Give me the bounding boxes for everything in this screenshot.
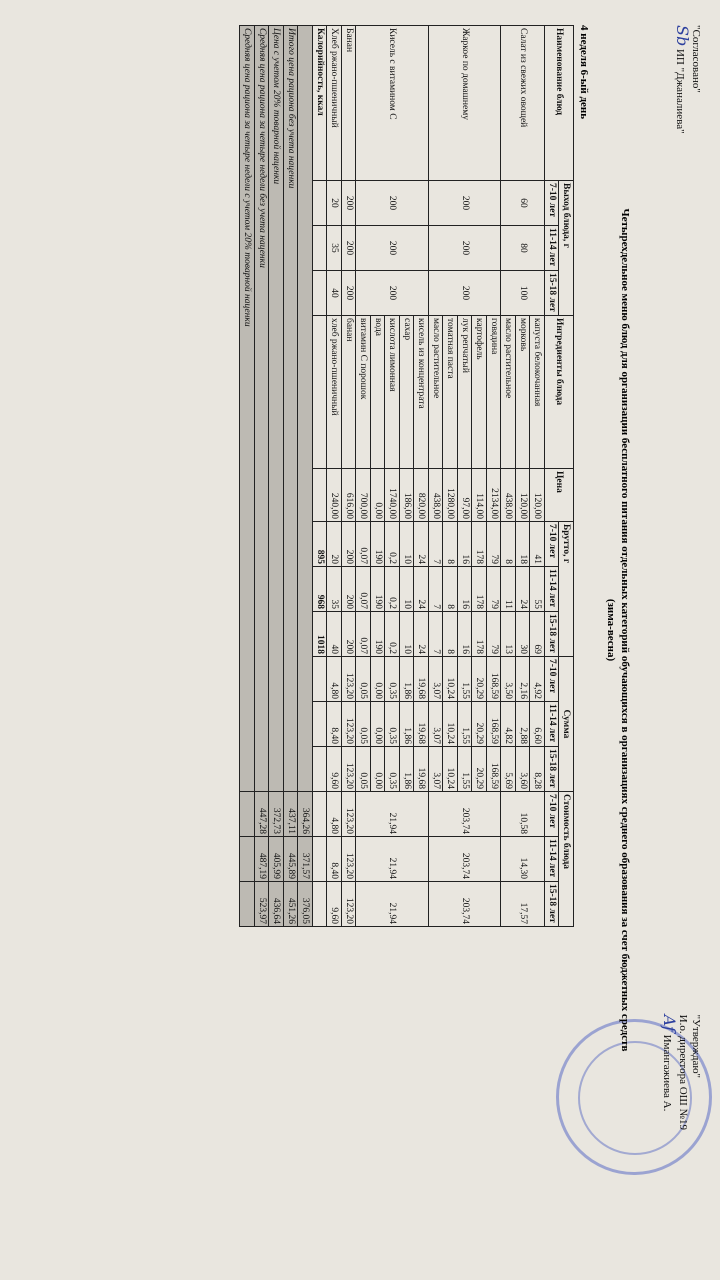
totals-row bbox=[298, 26, 313, 927]
totals-value bbox=[240, 882, 255, 927]
gross-weight: 7 bbox=[429, 522, 444, 567]
approval-left-line2: ИП "Джаналиева" bbox=[674, 48, 686, 134]
ingredient-sum: 8,40 bbox=[327, 702, 342, 747]
age-header: 15-18 лет bbox=[545, 747, 560, 792]
ingredient-sum: 19,68 bbox=[414, 657, 429, 702]
gross-weight: 40 bbox=[327, 612, 342, 657]
col-dish: Наименование блюд bbox=[545, 26, 574, 181]
dish-name: Банан bbox=[342, 26, 357, 181]
ingredient-sum: 19,68 bbox=[414, 747, 429, 792]
gross-weight: 190 bbox=[371, 612, 386, 657]
ingredient-sum: 123,20 bbox=[342, 702, 357, 747]
totals-value: 376,05 bbox=[298, 882, 313, 927]
age-header: 11-14 лет bbox=[545, 702, 560, 747]
ingredient-name: масло растительное bbox=[501, 316, 516, 469]
totals-label: Итого цена рациона без учета наценки bbox=[284, 26, 299, 792]
dish-cost: 123,20 bbox=[342, 792, 357, 837]
gross-weight: 11 bbox=[501, 567, 516, 612]
dish-cost: 14,30 bbox=[501, 837, 545, 882]
ingredient-sum: 123,20 bbox=[342, 657, 357, 702]
ingredient-name: морковь bbox=[516, 316, 531, 469]
totals-label: Средняя цена рациона за четыре недели без учета наценки bbox=[255, 26, 270, 792]
dish-cost: 21,94 bbox=[356, 837, 429, 882]
ingredient-sum: 3,07 bbox=[429, 702, 444, 747]
dish-output: 200 bbox=[342, 271, 357, 316]
gross-weight: 200 bbox=[342, 612, 357, 657]
dish-cost: 21,94 bbox=[356, 792, 429, 837]
ingredient-sum: 2,88 bbox=[516, 702, 531, 747]
dish-output: 60 bbox=[501, 181, 545, 226]
ingredient-name: лук репчатый bbox=[458, 316, 473, 469]
table-row bbox=[530, 26, 545, 927]
ingredient-sum: 10,24 bbox=[443, 702, 458, 747]
dish-name: Хлеб ржано-пшеничный bbox=[327, 26, 342, 181]
gross-weight: 8 bbox=[443, 522, 458, 567]
dish-cost: 203,74 bbox=[429, 882, 502, 927]
ingredient-sum: 8,28 bbox=[530, 747, 545, 792]
ingredient-sum: 123,20 bbox=[342, 747, 357, 792]
table-row bbox=[414, 26, 429, 927]
gross-weight: 16 bbox=[458, 522, 473, 567]
menu-table-body bbox=[240, 26, 545, 927]
ingredient-price: 1280,00 bbox=[443, 469, 458, 522]
dish-output: 200 bbox=[342, 226, 357, 271]
empty-cell bbox=[313, 702, 328, 747]
ingredient-name: капуста белокочанная bbox=[530, 316, 545, 469]
age-header: 7-10 лет bbox=[545, 181, 560, 226]
ingredient-sum: 1,86 bbox=[400, 747, 415, 792]
empty-cell bbox=[313, 226, 328, 271]
col-gross: Брутто, г bbox=[559, 522, 574, 657]
ingredient-sum: 3,07 bbox=[429, 747, 444, 792]
dish-output: 80 bbox=[501, 226, 545, 271]
document-content bbox=[12, 20, 702, 1200]
totals-value: 371,57 bbox=[298, 837, 313, 882]
ingredient-price: 240,00 bbox=[327, 469, 342, 522]
totals-value: 445,89 bbox=[284, 837, 299, 882]
dish-output: 200 bbox=[429, 181, 502, 226]
totals-value: 372,73 bbox=[269, 792, 284, 837]
empty-cell bbox=[313, 792, 328, 837]
gross-weight: 0,2 bbox=[385, 612, 400, 657]
gross-weight: 18 bbox=[516, 522, 531, 567]
dish-output: 40 bbox=[327, 271, 342, 316]
gross-weight: 24 bbox=[516, 567, 531, 612]
gross-weight: 69 bbox=[530, 612, 545, 657]
ingredient-sum: 0,05 bbox=[356, 657, 371, 702]
document-title bbox=[604, 180, 632, 1080]
ingredient-sum: 0,35 bbox=[385, 702, 400, 747]
ingredient-price: 1740,00 bbox=[385, 469, 400, 522]
empty-cell bbox=[313, 837, 328, 882]
gross-weight: 200 bbox=[342, 567, 357, 612]
gross-weight: 200 bbox=[342, 522, 357, 567]
dish-name: Кисель с витамином С bbox=[356, 26, 429, 181]
gross-weight: 0,07 bbox=[356, 567, 371, 612]
ingredient-name: картофель bbox=[472, 316, 487, 469]
gross-weight: 178 bbox=[472, 612, 487, 657]
totals-value: 364,26 bbox=[298, 792, 313, 837]
ingredient-price: 616,00 bbox=[342, 469, 357, 522]
age-header: 11-14 лет bbox=[545, 226, 560, 271]
dish-cost: 17,57 bbox=[501, 882, 545, 927]
gross-weight: 178 bbox=[472, 567, 487, 612]
age-header: 11-14 лет bbox=[545, 837, 560, 882]
week-label: 4 неделя 6-ый день bbox=[578, 25, 590, 120]
dish-cost: 9,60 bbox=[327, 882, 342, 927]
empty-cell bbox=[313, 181, 328, 226]
ingredient-sum: 3,50 bbox=[501, 657, 516, 702]
ingredient-sum: 4,82 bbox=[501, 702, 516, 747]
gross-weight: 0,07 bbox=[356, 612, 371, 657]
ingredient-price: 120,00 bbox=[530, 469, 545, 522]
dish-output: 35 bbox=[327, 226, 342, 271]
ingredient-sum: 0,00 bbox=[371, 657, 386, 702]
gross-weight: 8 bbox=[501, 522, 516, 567]
title-text: Четырехдельное меню блюд для организации бесплатного питания отдельных категорий обучающихся в организациях среднего образования за счет бюджетных средств bbox=[619, 208, 631, 1052]
header-row bbox=[559, 26, 574, 927]
ingredient-price: 2134,00 bbox=[487, 469, 502, 522]
age-header: 7-10 лет bbox=[545, 522, 560, 567]
empty-cell bbox=[313, 469, 328, 522]
gross-weight: 178 bbox=[472, 522, 487, 567]
approval-left-line2-row bbox=[673, 25, 692, 134]
totals-value: 436,64 bbox=[269, 882, 284, 927]
totals-value: 523,97 bbox=[255, 882, 270, 927]
ingredient-name: говядина bbox=[487, 316, 502, 469]
ingredient-price: 700,00 bbox=[356, 469, 371, 522]
dish-output: 200 bbox=[356, 181, 429, 226]
ingredient-sum: 1,55 bbox=[458, 657, 473, 702]
ingredient-sum: 10,24 bbox=[443, 657, 458, 702]
age-header: 7-10 лет bbox=[545, 657, 560, 702]
totals-value: 447,28 bbox=[255, 792, 270, 837]
dish-output: 200 bbox=[429, 226, 502, 271]
dish-name: Салат из свежих овощей bbox=[501, 26, 545, 181]
dish-output: 100 bbox=[501, 271, 545, 316]
age-header: 15-18 лет bbox=[545, 882, 560, 927]
ingredient-price: 438,00 bbox=[429, 469, 444, 522]
ingredient-name: масло растительное bbox=[429, 316, 444, 469]
gross-weight: 10 bbox=[400, 522, 415, 567]
ingredient-sum: 168,59 bbox=[487, 657, 502, 702]
approval-right-line3-row bbox=[660, 1014, 679, 1130]
gross-weight: 24 bbox=[414, 612, 429, 657]
age-header: 15-18 лет bbox=[545, 612, 560, 657]
gross-weight: 8 bbox=[443, 612, 458, 657]
ingredient-sum: 168,59 bbox=[487, 702, 502, 747]
age-header: 7-10 лет bbox=[545, 792, 560, 837]
table-row bbox=[342, 26, 357, 927]
col-ingredients: Ингредиенты блюда bbox=[545, 316, 574, 469]
totals-label: Средняя цена рациона за четыре недели с учетом 20% товарной наценки bbox=[240, 26, 255, 792]
gross-weight: 8 bbox=[443, 567, 458, 612]
ingredient-sum: 0,35 bbox=[385, 657, 400, 702]
dish-cost: 203,74 bbox=[429, 837, 502, 882]
totals-value: 451,26 bbox=[284, 882, 299, 927]
gross-weight: 55 bbox=[530, 567, 545, 612]
col-output: Выход блюда, г bbox=[559, 181, 574, 316]
ingredient-name: кислота лимонная bbox=[385, 316, 400, 469]
gross-weight: 13 bbox=[501, 612, 516, 657]
ingredient-sum: 6,60 bbox=[530, 702, 545, 747]
ingredient-sum: 0,35 bbox=[385, 747, 400, 792]
totals-value: 405,99 bbox=[269, 837, 284, 882]
ingredient-name: кисель из концентрата bbox=[414, 316, 429, 469]
totals-row bbox=[255, 26, 270, 927]
dish-cost: 10,58 bbox=[501, 792, 545, 837]
empty-cell bbox=[313, 271, 328, 316]
col-cost: Стоимость блюда bbox=[559, 792, 574, 927]
dish-cost: 123,20 bbox=[342, 882, 357, 927]
ingredient-sum: 1,55 bbox=[458, 702, 473, 747]
approval-left bbox=[673, 25, 702, 134]
ingredient-sum: 3,07 bbox=[429, 657, 444, 702]
dish-output: 200 bbox=[356, 271, 429, 316]
calories-label: Калорийность, ккал bbox=[313, 26, 328, 181]
age-header: 11-14 лет bbox=[545, 567, 560, 612]
gross-weight: 24 bbox=[414, 567, 429, 612]
dish-cost: 21,94 bbox=[356, 882, 429, 927]
col-price: Цена bbox=[545, 469, 574, 522]
totals-row bbox=[284, 26, 299, 927]
gross-weight: 0,2 bbox=[385, 567, 400, 612]
gross-weight: 0,07 bbox=[356, 522, 371, 567]
approval-right-line2: И.о. директора ОШ №19 bbox=[677, 1014, 689, 1130]
ingredient-name: банан bbox=[342, 316, 357, 469]
ingredient-name: сахар bbox=[400, 316, 415, 469]
dish-output: 20 bbox=[327, 181, 342, 226]
calories-row bbox=[313, 26, 328, 927]
subtitle-text: (зима-весна) bbox=[605, 598, 617, 662]
gross-weight: 10 bbox=[400, 567, 415, 612]
ingredient-sum: 10,24 bbox=[443, 747, 458, 792]
gross-weight: 190 bbox=[371, 522, 386, 567]
totals-value: 487,19 bbox=[255, 837, 270, 882]
ingredient-price: 120,00 bbox=[516, 469, 531, 522]
approval-right-line1: "Утверждаю" bbox=[690, 1014, 702, 1079]
dish-cost: 123,20 bbox=[342, 837, 357, 882]
calories-value: 968 bbox=[313, 567, 328, 612]
ingredient-sum: 0,00 bbox=[371, 747, 386, 792]
calories-value: 1018 bbox=[313, 612, 328, 657]
ingredient-sum: 20,29 bbox=[472, 657, 487, 702]
totals-value: 437,11 bbox=[284, 792, 299, 837]
gross-weight: 79 bbox=[487, 567, 502, 612]
gross-weight: 16 bbox=[458, 612, 473, 657]
col-sum: Сумма bbox=[559, 657, 574, 792]
age-header: 15-18 лет bbox=[545, 271, 560, 316]
ingredient-name: вода bbox=[371, 316, 386, 469]
empty-cell bbox=[313, 882, 328, 927]
empty-cell bbox=[313, 747, 328, 792]
dish-output: 200 bbox=[342, 181, 357, 226]
gross-weight: 16 bbox=[458, 567, 473, 612]
totals-row bbox=[269, 26, 284, 927]
gross-weight: 30 bbox=[516, 612, 531, 657]
menu-table bbox=[240, 25, 575, 927]
ingredient-sum: 2,16 bbox=[516, 657, 531, 702]
ingredient-price: 186,00 bbox=[400, 469, 415, 522]
dish-name: Жаркое по домашнему bbox=[429, 26, 502, 181]
ingredient-name: хлеб ржано-пшеничный bbox=[327, 316, 342, 469]
ingredient-sum: 0,05 bbox=[356, 747, 371, 792]
ingredient-name: витамин С порошок bbox=[356, 316, 371, 469]
totals-label: Цена с учетом 20% товарной наценки bbox=[269, 26, 284, 792]
ingredient-price: 438,00 bbox=[501, 469, 516, 522]
ingredient-sum: 5,69 bbox=[501, 747, 516, 792]
approval-right bbox=[660, 1015, 702, 1130]
calories-value: 895 bbox=[313, 522, 328, 567]
ingredient-sum: 20,29 bbox=[472, 702, 487, 747]
ingredient-sum: 4,80 bbox=[327, 657, 342, 702]
gross-weight: 190 bbox=[371, 567, 386, 612]
dish-cost: 203,74 bbox=[429, 792, 502, 837]
totals-row bbox=[240, 26, 255, 927]
approval-right-line3: Имангажиева А. bbox=[661, 1034, 673, 1112]
gross-weight: 79 bbox=[487, 522, 502, 567]
totals-value bbox=[240, 837, 255, 882]
dish-output: 200 bbox=[429, 271, 502, 316]
dish-output: 200 bbox=[356, 226, 429, 271]
gross-weight: 20 bbox=[327, 522, 342, 567]
dish-cost: 8,40 bbox=[327, 837, 342, 882]
ingredient-sum: 1,86 bbox=[400, 702, 415, 747]
ingredient-sum: 1,55 bbox=[458, 747, 473, 792]
dish-cost: 4,80 bbox=[327, 792, 342, 837]
ingredient-sum: 9,60 bbox=[327, 747, 342, 792]
ingredient-sum: 3,60 bbox=[516, 747, 531, 792]
gross-weight: 35 bbox=[327, 567, 342, 612]
ingredient-price: 97,00 bbox=[458, 469, 473, 522]
ingredient-sum: 4,92 bbox=[530, 657, 545, 702]
ingredient-sum: 168,59 bbox=[487, 747, 502, 792]
approval-left-line1: "Согласовано" bbox=[690, 25, 702, 93]
gross-weight: 79 bbox=[487, 612, 502, 657]
gross-weight: 41 bbox=[530, 522, 545, 567]
totals-label bbox=[298, 26, 313, 792]
empty-cell bbox=[313, 657, 328, 702]
gross-weight: 0,2 bbox=[385, 522, 400, 567]
gross-weight: 10 bbox=[400, 612, 415, 657]
gross-weight: 24 bbox=[414, 522, 429, 567]
ingredient-sum: 20,29 bbox=[472, 747, 487, 792]
ingredient-sum: 0,00 bbox=[371, 702, 386, 747]
signature-right: Af bbox=[660, 1014, 679, 1032]
signature: Sb bbox=[673, 25, 692, 47]
table-row bbox=[487, 26, 502, 927]
gross-weight: 7 bbox=[429, 612, 444, 657]
ingredient-price: 0,00 bbox=[371, 469, 386, 522]
ingredient-sum: 19,68 bbox=[414, 702, 429, 747]
ingredient-sum: 0,05 bbox=[356, 702, 371, 747]
ingredient-price: 114,00 bbox=[472, 469, 487, 522]
totals-value bbox=[240, 792, 255, 837]
empty-cell bbox=[313, 316, 328, 469]
ingredient-sum: 1,86 bbox=[400, 657, 415, 702]
ingredient-name: томатная паста bbox=[443, 316, 458, 469]
table-row bbox=[327, 26, 342, 927]
gross-weight: 7 bbox=[429, 567, 444, 612]
ingredient-price: 820,00 bbox=[414, 469, 429, 522]
